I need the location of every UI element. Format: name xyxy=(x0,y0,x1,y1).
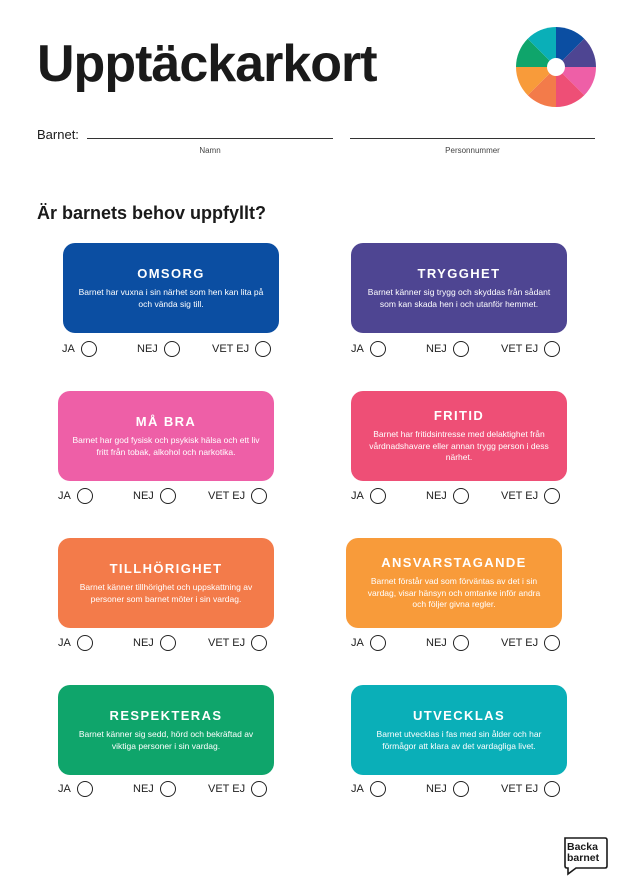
option-yes-label: JA xyxy=(351,490,364,502)
radio-circle-icon[interactable] xyxy=(453,635,469,651)
option-yes[interactable] xyxy=(351,781,386,797)
radio-circle-icon[interactable] xyxy=(77,635,93,651)
answers-ma-bra xyxy=(58,488,276,506)
radio-circle-icon[interactable] xyxy=(255,341,271,357)
card-text: Barnet har god fysisk och psykisk hälsa och ett liv fritt från tobak, alkohol och narkotika. xyxy=(72,435,260,457)
option-no-label: NEJ xyxy=(133,783,154,795)
radio-circle-icon[interactable] xyxy=(160,781,176,797)
option-no[interactable] xyxy=(426,781,469,797)
option-yes-label: JA xyxy=(58,783,71,795)
card-title: MÅ BRA xyxy=(135,414,197,430)
card-text: Barnet utvecklas i fas med sin ålder och har förmågor att klara av det vardagliga livet. xyxy=(376,729,542,751)
radio-circle-icon[interactable] xyxy=(370,488,386,504)
option-no[interactable] xyxy=(133,488,176,504)
radio-circle-icon[interactable] xyxy=(453,341,469,357)
answers-omsorg xyxy=(62,341,280,359)
section-question: Är barnets behov uppfyllt? xyxy=(37,203,267,223)
card-utvecklas xyxy=(351,685,567,775)
radio-circle-icon[interactable] xyxy=(544,341,560,357)
card-title: ANSVARSTAGANDE xyxy=(381,555,527,571)
personal-number-caption: Personnummer xyxy=(445,146,500,155)
option-unknown-label: VET EJ xyxy=(208,490,246,502)
option-no[interactable] xyxy=(426,341,469,357)
option-yes[interactable] xyxy=(58,781,93,797)
option-yes[interactable] xyxy=(62,341,97,357)
card-title: RESPEKTERAS xyxy=(109,708,223,724)
option-yes[interactable] xyxy=(58,635,93,651)
option-unknown-label: VET EJ xyxy=(208,783,246,795)
card-respekteras xyxy=(58,685,274,775)
option-no-label: NEJ xyxy=(426,343,447,355)
radio-circle-icon[interactable] xyxy=(453,781,469,797)
option-unknown[interactable] xyxy=(501,635,560,651)
card-trygghet xyxy=(351,243,567,333)
card-title: FRITID xyxy=(433,408,485,424)
option-no[interactable] xyxy=(426,488,469,504)
option-yes[interactable] xyxy=(58,488,93,504)
card-text: Barnet förstår vad som förväntas av det i sin vardag, visar hänsyn och omtanke inför andra och följer givna regler. xyxy=(367,576,541,610)
option-no-label: NEJ xyxy=(137,343,158,355)
logo-line-1: Backa xyxy=(567,841,598,853)
card-omsorg xyxy=(63,243,279,333)
radio-circle-icon[interactable] xyxy=(370,635,386,651)
name-input-line[interactable] xyxy=(87,138,333,139)
card-text: Barnet har vuxna i sin närhet som hen kan lita på och vända sig till. xyxy=(78,287,264,309)
option-unknown[interactable] xyxy=(208,635,267,651)
needs-wheel-logo xyxy=(515,26,597,108)
child-label: Barnet: xyxy=(37,127,79,142)
option-unknown[interactable] xyxy=(501,341,560,357)
radio-circle-icon[interactable] xyxy=(251,635,267,651)
radio-circle-icon[interactable] xyxy=(251,781,267,797)
answers-utvecklas xyxy=(351,781,569,799)
card-ansvarstagande xyxy=(346,538,562,628)
radio-circle-icon[interactable] xyxy=(251,488,267,504)
card-title: OMSORG xyxy=(137,266,205,282)
radio-circle-icon[interactable] xyxy=(164,341,180,357)
option-no-label: NEJ xyxy=(426,637,447,649)
option-no-label: NEJ xyxy=(133,637,154,649)
backa-barnet-logo xyxy=(562,836,608,876)
radio-circle-icon[interactable] xyxy=(77,781,93,797)
option-yes-label: JA xyxy=(62,343,75,355)
option-yes-label: JA xyxy=(351,637,364,649)
answers-ansvarstagande xyxy=(351,635,569,653)
radio-circle-icon[interactable] xyxy=(77,488,93,504)
option-yes-label: JA xyxy=(351,343,364,355)
card-text: Barnet känner sig sedd, hörd och bekräftad av viktiga personer i sin vardag. xyxy=(78,729,254,751)
answers-fritid xyxy=(351,488,569,506)
option-yes[interactable] xyxy=(351,635,386,651)
option-yes[interactable] xyxy=(351,488,386,504)
option-unknown[interactable] xyxy=(208,488,267,504)
option-yes-label: JA xyxy=(351,783,364,795)
card-title: UTVECKLAS xyxy=(412,708,506,724)
option-no-label: NEJ xyxy=(133,490,154,502)
option-unknown-label: VET EJ xyxy=(208,637,246,649)
option-yes[interactable] xyxy=(351,341,386,357)
option-unknown-label: VET EJ xyxy=(212,343,250,355)
option-unknown[interactable] xyxy=(208,781,267,797)
option-unknown-label: VET EJ xyxy=(501,343,539,355)
option-yes-label: JA xyxy=(58,490,71,502)
radio-circle-icon[interactable] xyxy=(160,635,176,651)
personal-number-input-line[interactable] xyxy=(350,138,595,139)
radio-circle-icon[interactable] xyxy=(453,488,469,504)
option-no[interactable] xyxy=(137,341,180,357)
option-no[interactable] xyxy=(426,635,469,651)
logo-line-2: barnet xyxy=(567,852,600,865)
card-ma-bra xyxy=(58,391,274,481)
answers-trygghet xyxy=(351,341,569,359)
logo-wordmark xyxy=(567,842,599,864)
option-no[interactable] xyxy=(133,635,176,651)
radio-circle-icon[interactable] xyxy=(544,635,560,651)
option-unknown[interactable] xyxy=(501,488,560,504)
page-title: Upptäckarkort xyxy=(37,35,377,93)
option-unknown[interactable] xyxy=(212,341,271,357)
name-caption: Namn xyxy=(199,146,221,155)
radio-circle-icon[interactable] xyxy=(81,341,97,357)
radio-circle-icon[interactable] xyxy=(544,488,560,504)
option-no-label: NEJ xyxy=(426,783,447,795)
card-tillhorighet xyxy=(58,538,274,628)
option-no[interactable] xyxy=(133,781,176,797)
option-unknown-label: VET EJ xyxy=(501,637,539,649)
card-fritid xyxy=(351,391,567,481)
card-title: TILLHÖRIGHET xyxy=(109,561,223,577)
radio-circle-icon[interactable] xyxy=(160,488,176,504)
option-no-label: NEJ xyxy=(426,490,447,502)
radio-circle-icon[interactable] xyxy=(544,781,560,797)
option-unknown-label: VET EJ xyxy=(501,490,539,502)
option-unknown-label: VET EJ xyxy=(501,783,539,795)
radio-circle-icon[interactable] xyxy=(370,341,386,357)
card-text: Barnet har fritidsintresse med delaktighet från vårdnadshavare eller annan trygg person i dess närhet. xyxy=(369,429,549,463)
card-text: Barnet känner sig trygg och skyddas från sådant som kan skada hen i och utanför hemmet. xyxy=(367,287,551,309)
option-yes-label: JA xyxy=(58,637,71,649)
card-text: Barnet känner tillhörighet och uppskattning av personer som barnet möter i sin vardag. xyxy=(79,582,253,604)
card-title: TRYGGHET xyxy=(417,266,501,282)
answers-tillhorighet xyxy=(58,635,276,653)
answers-respekteras xyxy=(58,781,276,799)
option-unknown[interactable] xyxy=(501,781,560,797)
radio-circle-icon[interactable] xyxy=(370,781,386,797)
